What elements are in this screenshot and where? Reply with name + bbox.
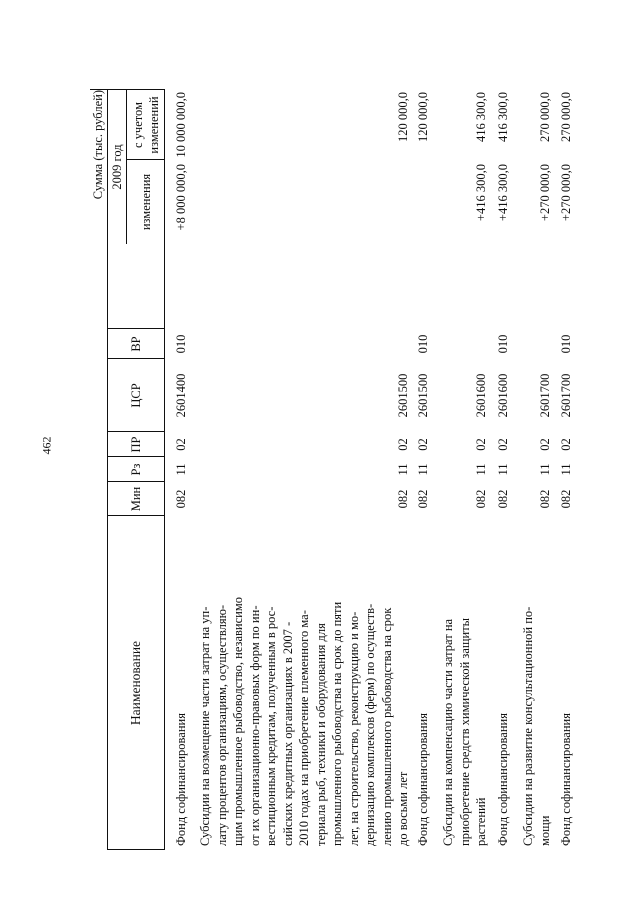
cell-csr: 2601600 bbox=[496, 373, 510, 418]
cell-csr: 2601700 bbox=[537, 373, 552, 418]
cell-rz: 11 bbox=[416, 463, 430, 476]
row-name-line: Фонд софинансирования bbox=[559, 713, 573, 846]
cell-change: +270 000,0 bbox=[537, 164, 552, 222]
cell-with: 10 000 000,0 bbox=[174, 92, 188, 158]
table-caption: Сумма (тыс. рублей) bbox=[91, 90, 105, 200]
cell-change: +416 300,0 bbox=[496, 164, 510, 222]
header-year: 2009 год bbox=[110, 144, 124, 190]
cell-min: 082 bbox=[416, 489, 430, 509]
row-name-line: Фонд софинансирования bbox=[174, 713, 188, 846]
row-name-line: лению промышленного рыбоводства на срок bbox=[379, 607, 394, 846]
cell-pr: 02 bbox=[537, 438, 552, 451]
row-name-line: приобретение средств химической защиты bbox=[457, 617, 472, 846]
row-name-line: щим промышленное рыбоводство, независимо bbox=[231, 597, 245, 846]
cell-csr: 2601500 bbox=[396, 373, 410, 418]
header-with-changes-2: изменений bbox=[147, 96, 161, 154]
header-top-border bbox=[107, 90, 108, 850]
cell-min: 082 bbox=[474, 489, 488, 509]
cell-pr: 02 bbox=[559, 438, 573, 451]
row-name-line: Субсидии на компенсацию части затрат на bbox=[441, 618, 455, 846]
row-name-line: Субсидии на развитие консультационной по- bbox=[521, 606, 535, 846]
cell-csr: 2601700 bbox=[559, 373, 573, 418]
cell-pr: 02 bbox=[416, 438, 430, 451]
row-name-line: лату процентов организациям, осуществляю- bbox=[214, 604, 229, 846]
cell-pr: 02 bbox=[396, 438, 410, 451]
cell-with: 270 000,0 bbox=[537, 92, 552, 142]
cell-change: +270 000,0 bbox=[559, 164, 573, 222]
header-bottom-border bbox=[164, 90, 165, 850]
row-name-line: сийских кредитных организациях в 2007 - bbox=[280, 621, 295, 846]
row-name-line: мощи bbox=[537, 815, 552, 846]
row-name-line: териала рыб, техники и оборудования для bbox=[313, 623, 328, 846]
year-sub-border bbox=[126, 90, 127, 244]
header-vr: ВР bbox=[129, 336, 143, 352]
cell-pr: 02 bbox=[496, 438, 510, 451]
cell-change: +8 000 000,0 bbox=[174, 164, 188, 231]
row-name-line: Фонд софинансирования bbox=[496, 713, 510, 846]
cell-min: 082 bbox=[396, 489, 410, 509]
cell-with: 270 000,0 bbox=[559, 92, 573, 142]
cell-with: 120 000,0 bbox=[396, 92, 410, 142]
cell-vr: 010 bbox=[496, 334, 510, 354]
row-name-line: Субсидии на возмещение части затрат на уп- bbox=[198, 606, 212, 846]
cell-change: +416 300,0 bbox=[474, 164, 488, 222]
row-name-line: Фонд софинансирования bbox=[416, 713, 430, 846]
cell-min: 082 bbox=[537, 489, 552, 509]
row-name-line: растений bbox=[474, 797, 488, 846]
cell-rz: 11 bbox=[174, 463, 188, 476]
cell-pr: 02 bbox=[474, 438, 488, 451]
row-name-line: промышленного рыбоводства на срок до пяти bbox=[330, 601, 344, 846]
cell-vr: 010 bbox=[174, 334, 188, 354]
row-name-line: вестиционным кредитам, полученным в рос- bbox=[264, 606, 278, 846]
cell-rz: 11 bbox=[396, 463, 410, 476]
cell-with: 416 300,0 bbox=[496, 92, 510, 142]
cell-min: 082 bbox=[496, 489, 510, 509]
cell-csr: 2601400 bbox=[174, 373, 188, 418]
cell-with: 120 000,0 bbox=[416, 92, 430, 142]
cell-rz: 11 bbox=[537, 463, 552, 476]
row-name-line: до восьми лет bbox=[396, 771, 410, 846]
cell-csr: 2601500 bbox=[416, 373, 430, 418]
cell-pr: 02 bbox=[174, 438, 188, 451]
cell-with: 416 300,0 bbox=[474, 92, 488, 142]
cell-min: 082 bbox=[559, 489, 573, 509]
header-min: Мин bbox=[129, 486, 143, 512]
header-rz: Рз bbox=[129, 463, 143, 476]
cell-vr: 010 bbox=[416, 334, 430, 354]
cell-csr: 2601600 bbox=[474, 373, 488, 418]
header-change: изменения bbox=[139, 173, 153, 231]
row-name-line: лет, на строительство, реконструкцию и мо- bbox=[346, 611, 361, 846]
header-csr: ЦСР bbox=[129, 383, 143, 408]
page-number: 462 bbox=[39, 436, 54, 455]
row-name-line: 2010 годах на приобретение племенного ма- bbox=[297, 610, 311, 846]
row-name-line: от их организационно-правовых форм по ин- bbox=[247, 605, 262, 846]
cell-rz: 11 bbox=[559, 463, 573, 476]
cell-vr: 010 bbox=[559, 334, 573, 354]
cell-rz: 11 bbox=[474, 463, 488, 476]
cell-min: 082 bbox=[174, 489, 188, 509]
header-name: Наименование bbox=[128, 640, 143, 726]
header-with-changes-1: с учетом bbox=[131, 102, 145, 148]
header-pr: ПР bbox=[129, 436, 143, 453]
cell-rz: 11 bbox=[496, 463, 510, 476]
rotated-table-page bbox=[90, 50, 610, 850]
row-name-line: дернизацию комплексов (ферм) по осуществ- bbox=[363, 603, 377, 846]
